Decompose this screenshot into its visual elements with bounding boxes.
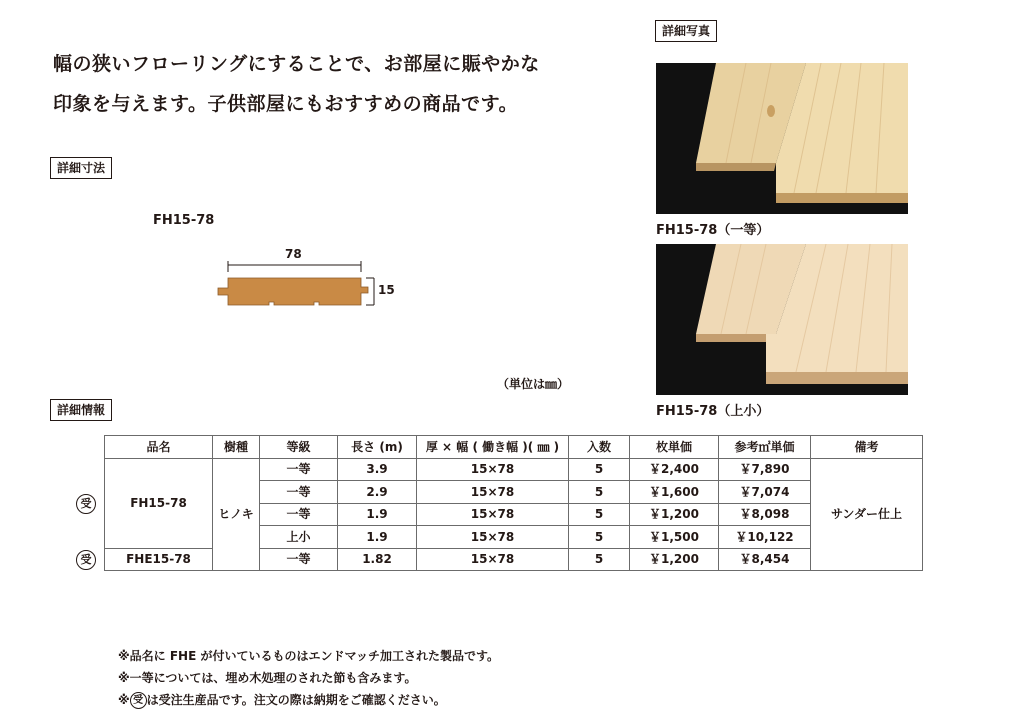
header-unit-price: 枚単価 (630, 436, 719, 459)
photo-select-grade (656, 244, 908, 395)
header-remarks: 備考 (811, 436, 923, 459)
section-tag-photos: 詳細写真 (655, 20, 717, 42)
header-size: 厚 × 幅 ( 働き幅 )( ㎜ ) (417, 436, 569, 459)
made-to-order-badge: 受 (76, 550, 96, 570)
cell-length: 1.9 (338, 503, 417, 526)
cell-size: 15×78 (417, 503, 569, 526)
cell-grade: 一等 (260, 458, 338, 481)
header-species: 樹種 (213, 436, 260, 459)
cell-unit-price: ￥1,600 (630, 481, 719, 504)
cell-sqm-price: ￥7,074 (719, 481, 811, 504)
photo-caption-select-grade: FH15-78（上小） (656, 404, 770, 419)
cell-sqm-price: ￥8,098 (719, 503, 811, 526)
cell-sqm-price: ￥8,454 (719, 548, 811, 571)
header-product: 品名 (105, 436, 213, 459)
intro-line-1: 幅の狭いフローリングにすることで、お部屋に賑やかな (53, 53, 540, 75)
cell-quantity: 5 (569, 526, 630, 549)
cell-grade: 一等 (260, 481, 338, 504)
cell-length: 3.9 (338, 458, 417, 481)
cell-grade: 上小 (260, 526, 338, 549)
footnote-prefix: ※ (118, 693, 130, 707)
cell-unit-price: ￥2,400 (630, 458, 719, 481)
footnote-first-grade: ※一等については、埋め木処理のされた節も含みます。 (118, 671, 417, 685)
cell-sqm-price: ￥10,122 (719, 526, 811, 549)
board-profile-diagram (210, 258, 380, 310)
cell-remarks: サンダー仕上 (811, 458, 923, 571)
header-grade: 等級 (260, 436, 338, 459)
spec-table (104, 435, 923, 571)
made-to-order-badge: 受 (76, 494, 96, 514)
cell-unit-price: ￥1,200 (630, 548, 719, 571)
cell-length: 2.9 (338, 481, 417, 504)
cell-size: 15×78 (417, 458, 569, 481)
cell-species: ヒノキ (213, 458, 260, 571)
photo-caption-first-grade: FH15-78（一等） (656, 223, 770, 238)
cell-unit-price: ￥1,200 (630, 503, 719, 526)
intro-line-2: 印象を与えます。子供部屋にもおすすめの商品です。 (53, 93, 519, 115)
header-quantity: 入数 (569, 436, 630, 459)
thickness-dimension-label: 15 (378, 283, 395, 297)
footnote-made-to-order (118, 689, 499, 711)
board-cross-section (218, 278, 368, 305)
made-to-order-badge: 受 (130, 692, 147, 709)
cell-size: 15×78 (417, 526, 569, 549)
cell-grade: 一等 (260, 548, 338, 571)
cell-quantity: 5 (569, 503, 630, 526)
table-header-row (105, 436, 923, 459)
footnote-endmatch: ※品名に FHE が付いているものはエンドマッチ加工された製品です。 (118, 649, 500, 663)
cell-unit-price: ￥1,500 (630, 526, 719, 549)
cell-product: FH15-78 (105, 458, 213, 548)
cell-size: 15×78 (417, 481, 569, 504)
cell-size: 15×78 (417, 548, 569, 571)
cell-quantity: 5 (569, 548, 630, 571)
cell-product: FHE15-78 (105, 548, 213, 571)
unit-note: （単位は㎜） (497, 377, 570, 391)
cell-sqm-price: ￥7,890 (719, 458, 811, 481)
intro-text (53, 44, 540, 124)
cell-quantity: 5 (569, 481, 630, 504)
header-sqm-price: 参考㎡単価 (719, 436, 811, 459)
photo-first-grade (656, 63, 908, 214)
header-length: 長さ (m) (338, 436, 417, 459)
cell-length: 1.82 (338, 548, 417, 571)
section-tag-dimensions: 詳細寸法 (50, 157, 112, 179)
table-row (105, 458, 923, 481)
footnote-text: は受注生産品です。注文の際は納期をご確認ください。 (146, 693, 446, 707)
width-dimension-label: 78 (285, 247, 302, 261)
diagram-model-label: FH15-78 (153, 213, 215, 228)
cell-length: 1.9 (338, 526, 417, 549)
cell-grade: 一等 (260, 503, 338, 526)
section-tag-info: 詳細情報 (50, 399, 112, 421)
cell-quantity: 5 (569, 458, 630, 481)
footnotes (118, 645, 499, 711)
